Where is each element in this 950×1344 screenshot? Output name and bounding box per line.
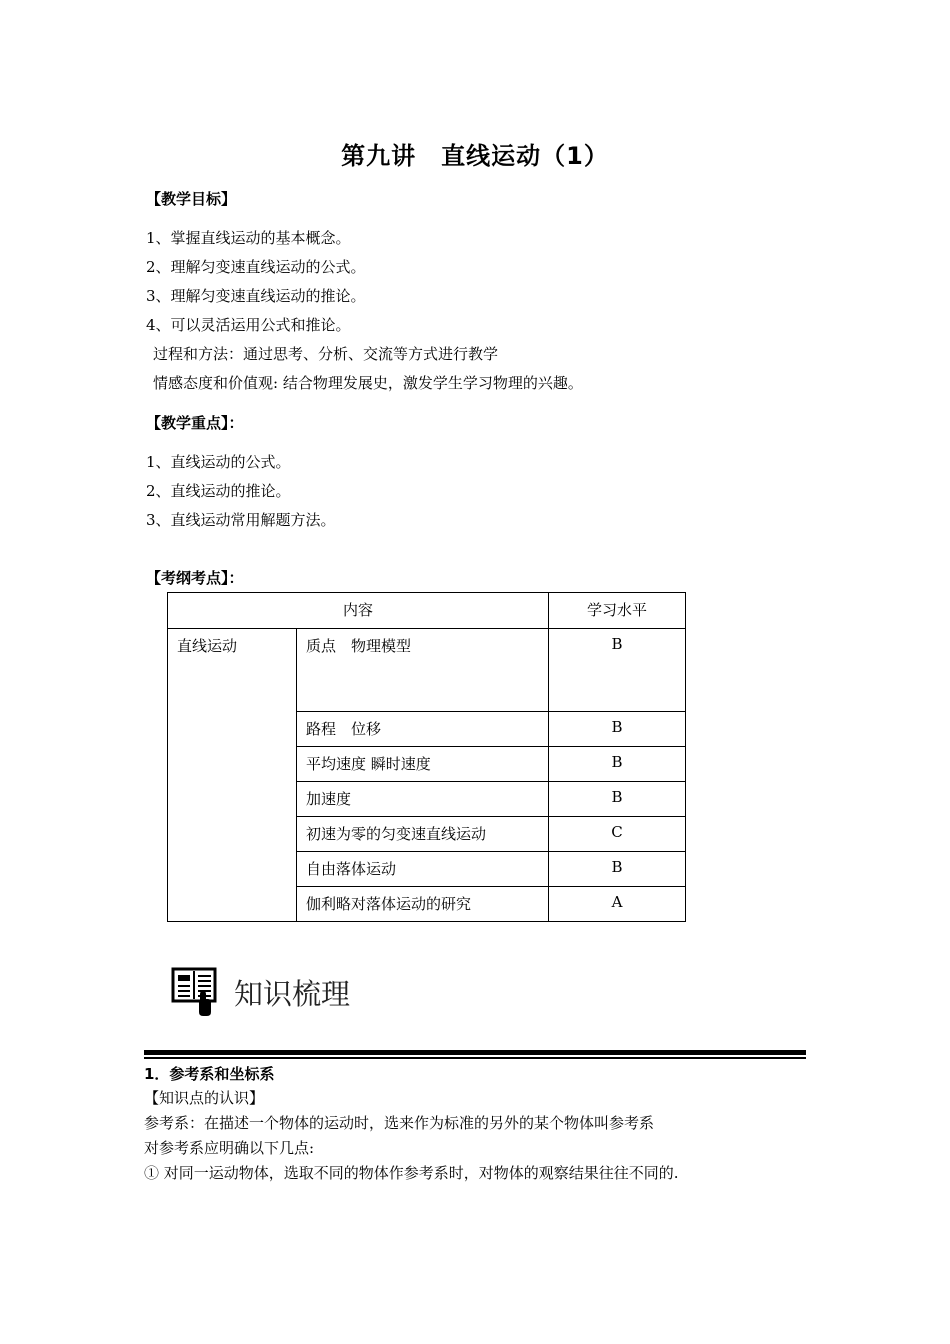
level-cell: A [549,887,686,922]
category-cell: 直线运动 [168,629,297,922]
key-point-item: 3、直线运动常用解题方法。 [146,511,336,529]
process-method-text: 过程和方法：通过思考、分析、交流等方式进行教学 [153,345,499,363]
syllabus-table [167,592,686,922]
objective-item: 2、理解匀变速直线运动的公式。 [146,258,366,276]
section-divider [144,1050,806,1055]
emotion-values-text: 情感态度和价值观: 结合物理发展史，激发学生学习物理的兴趣。 [153,374,583,392]
knowledge-banner-title: 知识梳理 [234,977,351,1011]
item-cell: 平均速度 瞬时速度 [297,747,549,782]
section1-subheading: 【知识点的认识】 [144,1089,265,1107]
level-cell: C [549,817,686,852]
item-cell: 加速度 [297,782,549,817]
item-cell: 路程 位移 [297,712,549,747]
key-points-heading: 【教学重点】： [146,414,244,432]
header-cell-level: 学习水平 [549,593,686,629]
objective-item: 4、可以灵活运用公式和推论。 [146,316,351,334]
objectives-heading: 【教学目标】 [146,190,237,208]
item-cell: 伽利略对落体运动的研究 [297,887,549,922]
level-cell: B [549,629,686,712]
page-title: 第九讲 直线运动（1） [341,142,609,170]
level-cell: B [549,852,686,887]
objective-item: 1、掌握直线运动的基本概念。 [146,229,351,247]
item-cell: 质点 物理模型 [297,629,549,712]
book-hand-icon [170,966,230,1026]
table-row [168,629,686,712]
level-cell: B [549,782,686,817]
header-cell-content: 内容 [168,593,549,629]
table-header-row [168,593,686,629]
key-point-item: 2、直线运动的推论。 [146,482,291,500]
section-divider [144,1057,806,1059]
key-point-item: 1、直线运动的公式。 [146,453,291,471]
item-cell: 自由落体运动 [297,852,549,887]
section1-heading: 1．参考系和坐标系 [144,1065,275,1083]
syllabus-heading: 【考纲考点】： [146,569,244,587]
note-text: 对参考系应明确以下几点: [144,1139,315,1157]
item-cell: 初速为零的匀变速直线运动 [297,817,549,852]
point-text: ① 对同一运动物体，选取不同的物体作参考系时，对物体的观察结果往往不同的. [144,1164,679,1182]
definition-text: 参考系：在描述一个物体的运动时，选来作为标准的另外的某个物体叫参考系 [144,1114,655,1132]
objective-item: 3、理解匀变速直线运动的推论。 [146,287,366,305]
level-cell: B [549,712,686,747]
level-cell: B [549,747,686,782]
